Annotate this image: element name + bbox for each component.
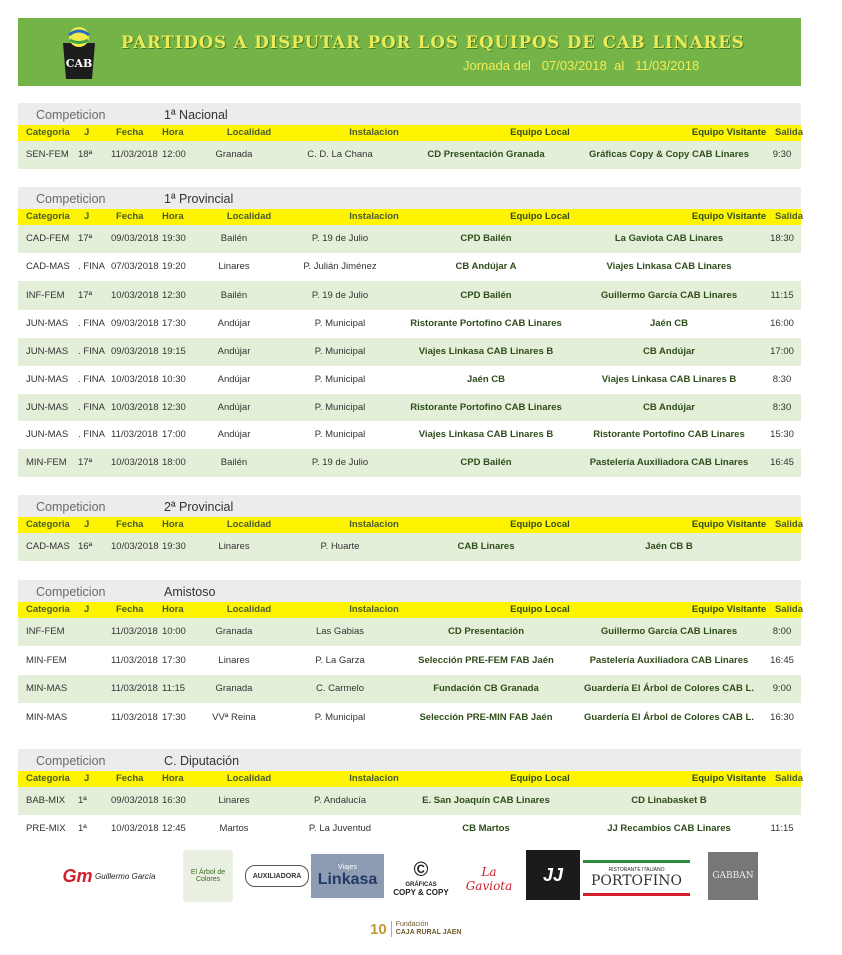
column-header-localidad: Localidad: [226, 519, 272, 530]
cell-hora: 12:30: [162, 290, 186, 301]
column-header-visitante: Equipo Visitante: [691, 773, 767, 784]
competicion-name: C. Diputación: [164, 754, 240, 768]
cell-loc: Linares: [218, 795, 250, 806]
cell-fecha: 07/03/2018: [111, 261, 159, 272]
cell-visit: Viajes Linkasa CAB Linares: [606, 261, 732, 272]
match-row: [18, 618, 801, 646]
column-header-salida: Salida: [775, 211, 803, 222]
cell-salida: 18:30: [770, 233, 794, 244]
column-header-localidad: Localidad: [226, 773, 272, 784]
cell-cat: CAD-FEM: [26, 233, 70, 244]
cell-loc: Linares: [218, 261, 250, 272]
cell-visit: Guillermo García CAB Linares: [600, 290, 738, 301]
column-header-categoria: Categoria: [26, 519, 70, 530]
section-3: [18, 580, 801, 732]
cell-loc: Granada: [215, 683, 253, 694]
al-label: al: [614, 58, 625, 73]
cell-inst: P. Andalucía: [313, 795, 367, 806]
cell-salida: 16:00: [770, 318, 794, 329]
cell-salida: 16:30: [770, 712, 794, 723]
cell-fecha: 10/03/2018: [111, 457, 159, 468]
column-header-visitante: Equipo Visitante: [691, 211, 767, 222]
column-header-row: [18, 602, 801, 618]
cell-hora: 11:15: [162, 683, 186, 694]
cell-local: Selección PRE-MIN FAB Jaén: [419, 712, 553, 723]
cell-inst: P. 19 de Julio: [311, 457, 369, 468]
cell-local: CD Presentación Granada: [427, 149, 545, 160]
cell-local: CB Andújar A: [455, 261, 517, 272]
cell-loc: Andújar: [217, 429, 251, 440]
cell-hora: 17:00: [162, 429, 186, 440]
cell-inst: P. La Juventud: [308, 823, 372, 834]
cell-cat: MIN-FEM: [26, 457, 67, 468]
cell-hora: 12:45: [162, 823, 186, 834]
cell-inst: P. Municipal: [314, 712, 366, 723]
cell-salida: 16:45: [770, 655, 794, 666]
column-header-row: [18, 771, 801, 787]
sponsor-gaviota-logo: La Gaviota: [465, 865, 513, 893]
column-header-local: Equipo Local: [510, 773, 570, 784]
cell-fecha: 11/03/2018: [111, 626, 158, 637]
column-header-salida: Salida: [775, 127, 803, 138]
cell-local: CPD Bailén: [460, 233, 512, 244]
column-header-localidad: Localidad: [226, 211, 272, 222]
cell-visit: CB Andújar: [643, 402, 695, 413]
cell-salida: 11:15: [770, 290, 794, 301]
cell-fecha: 09/03/2018: [111, 233, 159, 244]
cell-visit: JJ Recambios CAB Linares: [607, 823, 731, 834]
column-header-salida: Salida: [775, 604, 803, 615]
column-header-local: Equipo Local: [510, 211, 570, 222]
cell-cat: JUN-MAS: [26, 374, 69, 385]
cell-cat: CAD-MAS: [26, 541, 70, 552]
match-row: [18, 310, 801, 338]
column-header-hora: Hora: [162, 519, 184, 530]
cell-hora: 18:00: [162, 457, 186, 468]
date-range: [463, 58, 699, 73]
match-row: [18, 787, 801, 815]
cell-local: CB Martos: [462, 823, 510, 834]
sponsor-strip: [50, 850, 790, 905]
sponsor-portofino-logo: RISTORANTE ITALIANO PORTOFINO: [583, 860, 690, 896]
cell-loc: Linares: [218, 541, 250, 552]
cell-local: Jaén CB: [466, 374, 505, 385]
column-header-hora: Hora: [162, 773, 184, 784]
cell-salida: 8:30: [772, 374, 792, 385]
cell-loc: Andújar: [217, 346, 251, 357]
cell-cat: PRE-MIX: [26, 823, 66, 834]
section-heading: [18, 495, 801, 517]
column-header-j: J: [84, 211, 90, 222]
column-header-instalacion: Instalacion: [349, 519, 399, 530]
cell-fecha: 11/03/2018: [111, 683, 158, 694]
cell-hora: 17:30: [162, 318, 186, 329]
cell-visit: Guardería El Árbol de Colores CAB L.: [584, 712, 754, 723]
cell-loc: Bailén: [220, 457, 248, 468]
footer-fundacion: [370, 918, 461, 940]
column-header-row: [18, 209, 801, 225]
cell-inst: P. 19 de Julio: [311, 290, 369, 301]
column-header-salida: Salida: [775, 773, 803, 784]
sponsor-auxiliadora-logo: AUXILIADORA: [245, 865, 309, 887]
section-heading: [18, 749, 801, 771]
cell-loc: Bailén: [220, 290, 248, 301]
column-header-local: Equipo Local: [510, 519, 570, 530]
cell-local: CPD Bailén: [460, 457, 512, 468]
competicion-name: 1ª Provincial: [164, 192, 234, 206]
cell-hora: 16:30: [162, 795, 186, 806]
competicion-label: Competicion: [36, 585, 106, 599]
cell-salida: 8:00: [772, 626, 792, 637]
cell-local: E. San Joaquín CAB Linares: [422, 795, 550, 806]
cell-inst: P. Municipal: [314, 374, 366, 385]
cell-salida: 15:30: [770, 429, 794, 440]
cell-cat: INF-FEM: [26, 626, 65, 637]
section-2: [18, 495, 801, 561]
footer-number: 10: [370, 920, 387, 938]
cell-inst: P. 19 de Julio: [311, 233, 369, 244]
cell-hora: 17:30: [162, 712, 186, 723]
cell-inst: P. Municipal: [314, 429, 366, 440]
footer-line1: Fundación: [395, 921, 429, 928]
match-row: [18, 703, 801, 732]
cell-inst: P. Julián Jiménez: [303, 261, 377, 272]
column-header-row: [18, 125, 801, 141]
competicion-label: Competicion: [36, 754, 106, 768]
cell-hora: 19:30: [162, 233, 186, 244]
match-row: [18, 253, 801, 281]
cell-salida: 16:45: [770, 457, 794, 468]
column-header-hora: Hora: [162, 211, 184, 222]
cell-loc: Andújar: [217, 318, 251, 329]
cell-loc: Andújar: [217, 374, 251, 385]
cab-logo: [54, 23, 104, 81]
match-row: [18, 281, 801, 310]
column-header-fecha: Fecha: [116, 773, 144, 784]
cell-j: . FINA: [78, 261, 105, 272]
cell-local: CD Presentación: [447, 626, 525, 637]
cell-hora: 19:15: [162, 346, 186, 357]
column-header-local: Equipo Local: [510, 127, 570, 138]
cell-local: Viajes Linkasa CAB Linares B: [418, 346, 554, 357]
cell-salida: 11:15: [770, 823, 794, 834]
cell-visit: Jaén CB B: [645, 541, 693, 552]
cell-j: 17ª: [78, 290, 93, 301]
cell-visit: CD Linabasket B: [631, 795, 707, 806]
cell-j: 17ª: [78, 457, 93, 468]
cell-local: CAB Linares: [457, 541, 515, 552]
cell-inst: P. Huarte: [320, 541, 360, 552]
cell-cat: CAD-MAS: [26, 261, 70, 272]
cell-salida: 8:30: [772, 402, 792, 413]
sponsor-jj-logo: JJ: [526, 850, 580, 900]
competicion-label: Competicion: [36, 192, 106, 206]
column-header-hora: Hora: [162, 604, 184, 615]
footer-line2: CAJA RURAL JAEN: [395, 929, 462, 936]
competicion-name: 2ª Provincial: [164, 500, 234, 514]
match-row: [18, 815, 801, 843]
section-0: [18, 103, 801, 169]
column-header-hora: Hora: [162, 127, 184, 138]
column-header-visitante: Equipo Visitante: [691, 127, 767, 138]
cell-inst: P. La Garza: [315, 655, 365, 666]
cell-fecha: 11/03/2018: [111, 429, 158, 440]
date-to: 11/03/2018: [635, 58, 700, 73]
cell-local: Ristorante Portofino CAB Linares: [410, 318, 562, 329]
section-heading: [18, 103, 801, 125]
cell-visit: Viajes Linkasa CAB Linares B: [601, 374, 737, 385]
cell-fecha: 11/03/2018: [111, 712, 158, 723]
match-row: [18, 394, 801, 421]
cell-cat: MIN-MAS: [26, 712, 68, 723]
column-header-instalacion: Instalacion: [349, 211, 399, 222]
cell-cat: JUN-MAS: [26, 346, 69, 357]
competicion-label: Competicion: [36, 108, 106, 122]
cell-visit: La Gaviota CAB Linares: [614, 233, 724, 244]
cell-visit: Pastelería Auxiliadora CAB Linares: [589, 457, 749, 468]
match-row: [18, 449, 801, 477]
cell-loc: Linares: [218, 655, 250, 666]
cell-salida: 9:30: [772, 149, 792, 160]
column-header-fecha: Fecha: [116, 519, 144, 530]
cell-j: 18ª: [78, 149, 93, 160]
column-header-visitante: Equipo Visitante: [691, 604, 767, 615]
cell-fecha: 10/03/2018: [111, 823, 159, 834]
cell-loc: Andújar: [217, 402, 251, 413]
column-header-row: [18, 517, 801, 533]
column-header-j: J: [84, 773, 90, 784]
cell-visit: CB Andújar: [643, 346, 695, 357]
header-banner: [18, 18, 801, 86]
match-row: [18, 533, 801, 561]
cell-fecha: 10/03/2018: [111, 374, 159, 385]
cell-j: . FINA: [78, 374, 105, 385]
cell-inst: Las Gabias: [315, 626, 365, 637]
cell-hora: 17:30: [162, 655, 186, 666]
date-from: 07/03/2018: [541, 58, 607, 73]
column-header-j: J: [84, 127, 90, 138]
cell-local: Fundación CB Granada: [433, 683, 539, 694]
cell-local: CPD Bailén: [460, 290, 512, 301]
section-4: [18, 749, 801, 843]
cell-fecha: 09/03/2018: [111, 318, 159, 329]
cell-local: Viajes Linkasa CAB Linares B: [418, 429, 554, 440]
cell-loc: Granada: [215, 626, 253, 637]
sponsor-copy-logo: © GRÁFICAS COPY & COPY: [393, 859, 449, 897]
competicion-name: 1ª Nacional: [164, 108, 228, 122]
cell-fecha: 10/03/2018: [111, 541, 159, 552]
match-row: [18, 225, 801, 253]
section-heading: [18, 580, 801, 602]
column-header-localidad: Localidad: [226, 127, 272, 138]
cell-j: . FINA: [78, 346, 105, 357]
cell-fecha: 09/03/2018: [111, 346, 159, 357]
column-header-j: J: [84, 604, 90, 615]
section-1: [18, 187, 801, 477]
cell-cat: JUN-MAS: [26, 318, 69, 329]
column-header-instalacion: Instalacion: [349, 127, 399, 138]
cell-visit: Pastelería Auxiliadora CAB Linares: [589, 655, 749, 666]
cell-visit: Gráficas Copy & Copy CAB Linares: [589, 149, 749, 160]
sponsor-gabban-logo: GABBAN: [708, 852, 758, 900]
cell-salida: 17:00: [770, 346, 794, 357]
cell-hora: 19:20: [162, 261, 186, 272]
cell-cat: INF-FEM: [26, 290, 65, 301]
match-row: [18, 141, 801, 169]
cell-cat: MIN-MAS: [26, 683, 68, 694]
cell-cat: JUN-MAS: [26, 429, 69, 440]
match-row: [18, 675, 801, 703]
logo-text: CAB: [65, 57, 93, 70]
cell-j: 16ª: [78, 541, 93, 552]
cell-cat: BAB-MIX: [26, 795, 66, 806]
cell-local: Selección PRE-FEM FAB Jaén: [418, 655, 554, 666]
sponsor-linkasa-logo: Viajes Linkasa: [311, 854, 384, 898]
cell-fecha: 11/03/2018: [111, 655, 158, 666]
column-header-fecha: Fecha: [116, 604, 144, 615]
competicion-label: Competicion: [36, 500, 106, 514]
cell-j: . FINA: [78, 402, 105, 413]
page-title: PARTIDOS A DISPUTAR POR LOS EQUIPOS DE CAB LINARES: [121, 33, 745, 52]
cell-fecha: 11/03/2018: [111, 149, 158, 160]
cell-salida: 9:00: [772, 683, 792, 694]
cell-inst: C. D. La Chana: [307, 149, 373, 160]
column-header-localidad: Localidad: [226, 604, 272, 615]
cell-loc: Bailén: [220, 233, 248, 244]
column-header-j: J: [84, 519, 90, 530]
cell-visit: Jaén CB: [649, 318, 688, 329]
column-header-instalacion: Instalacion: [349, 604, 399, 615]
column-header-visitante: Equipo Visitante: [691, 519, 767, 530]
cell-visit: Guardería El Árbol de Colores CAB L.: [584, 683, 754, 694]
column-header-categoria: Categoria: [26, 604, 70, 615]
cell-cat: MIN-FEM: [26, 655, 67, 666]
competicion-name: Amistoso: [164, 585, 216, 599]
cell-inst: C. Carmelo: [315, 683, 365, 694]
cell-loc: VVª Reina: [212, 712, 256, 723]
cell-hora: 10:30: [162, 374, 186, 385]
match-row: [18, 646, 801, 675]
cell-j: . FINA: [78, 429, 105, 440]
column-header-fecha: Fecha: [116, 127, 144, 138]
column-header-categoria: Categoria: [26, 211, 70, 222]
jornada-label: Jornada del: [463, 58, 531, 73]
cell-loc: Granada: [215, 149, 253, 160]
cell-cat: JUN-MAS: [26, 402, 69, 413]
cell-inst: P. Municipal: [314, 402, 366, 413]
match-row: [18, 421, 801, 449]
column-header-categoria: Categoria: [26, 127, 70, 138]
cell-visit: Guillermo García CAB Linares: [600, 626, 738, 637]
cell-inst: P. Municipal: [314, 318, 366, 329]
cell-fecha: 10/03/2018: [111, 402, 159, 413]
column-header-fecha: Fecha: [116, 211, 144, 222]
match-row: [18, 338, 801, 366]
sponsor-gm-logo: Gm Guillermo García: [62, 865, 156, 886]
cell-inst: P. Municipal: [314, 346, 366, 357]
cell-j: 17ª: [78, 233, 93, 244]
cell-hora: 10:00: [162, 626, 186, 637]
cell-fecha: 09/03/2018: [111, 795, 159, 806]
column-header-categoria: Categoria: [26, 773, 70, 784]
cell-cat: SEN-FEM: [26, 149, 69, 160]
cell-hora: 12:00: [162, 149, 186, 160]
cell-hora: 12:30: [162, 402, 186, 413]
column-header-local: Equipo Local: [510, 604, 570, 615]
column-header-instalacion: Instalacion: [349, 773, 399, 784]
section-heading: [18, 187, 801, 209]
cell-visit: Ristorante Portofino CAB Linares: [593, 429, 745, 440]
cell-j: 1ª: [78, 823, 87, 834]
match-row: [18, 366, 801, 394]
sponsor-arbol-logo: El Árbol de Colores: [183, 850, 233, 902]
cell-j: . FINA: [78, 318, 105, 329]
column-header-salida: Salida: [775, 519, 803, 530]
cell-loc: Martos: [219, 823, 249, 834]
cell-local: Ristorante Portofino CAB Linares: [410, 402, 562, 413]
cell-fecha: 10/03/2018: [111, 290, 159, 301]
cell-j: 1ª: [78, 795, 87, 806]
cell-hora: 19:30: [162, 541, 186, 552]
